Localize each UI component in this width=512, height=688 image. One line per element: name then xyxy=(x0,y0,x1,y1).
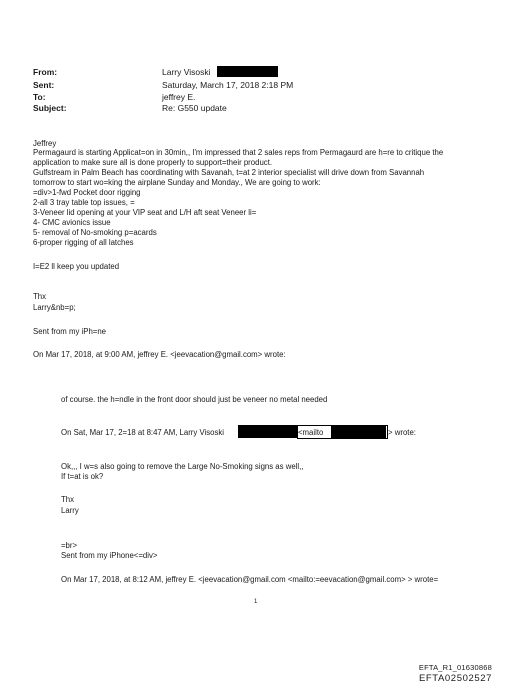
body-line: 3-Veneer lid opening at your VIP seat and L/H aft seat Veneer li= xyxy=(33,208,257,217)
footer-code-2: EFTA02502527 xyxy=(418,673,492,684)
quote-header-1: On Mar 17, 2018, at 9:00 AM, jeffrey E. <jeevacation@gmail.com> wrote: xyxy=(33,350,286,359)
body-line: tomorrow to start wo=king the airplane Sunday and Monday., We are going to work: xyxy=(33,178,321,187)
body-line: 2-all 3 tray table top issues, = xyxy=(33,198,135,207)
quote-header-3: On Mar 17, 2018, at 8:12 AM, jeffrey E. <jeevacation@gmail.com <mailto:=eevacation@gmail.com> > wrote= xyxy=(61,575,439,584)
body-line: application to make sure all is done properly to support=their product. xyxy=(33,158,273,167)
quote-2-thx: Thx xyxy=(61,495,74,504)
br-tag-line: =br> xyxy=(61,541,78,550)
quote-header-2-prefix: On Sat, Mar 17, 2=18 at 8:47 AM, Larry Visoski xyxy=(61,428,225,437)
redaction-box xyxy=(238,425,298,438)
quote-2-sign: Larry xyxy=(61,506,79,515)
subject-label: Subject: xyxy=(33,103,67,113)
body-line: Gulfstream in Palm Beach has coordinating with Savanah, t=at 2 interior specialist will drive down from Savannah xyxy=(33,168,425,177)
body-line: Jeffrey xyxy=(33,139,57,148)
mailto-text: <mailto xyxy=(298,428,324,437)
signature-line: Larry&nb=p; xyxy=(33,303,76,312)
quote-2-line-1: Ok,,, I w=s also going to remove the Large No-Smoking signs as well,, xyxy=(61,462,304,471)
keep-updated-line: I=E2 ll keep you updated xyxy=(33,262,120,271)
body-line: 6-proper rigging of all latches xyxy=(33,238,134,247)
sent-label: Sent: xyxy=(33,80,55,90)
body-line: 5- removal of No-smoking p=acards xyxy=(33,228,157,237)
subject-value: Re: G550 update xyxy=(162,103,227,113)
quote-header-2-suffix: > wrote: xyxy=(388,428,416,437)
from-value: Larry Visoski xyxy=(162,67,211,77)
sent-from-line-2: Sent from my iPhone<=div> xyxy=(61,551,158,560)
to-value: jeffrey E. xyxy=(162,92,196,102)
quote-text-1: of course. the h=ndle in the front door should just be veneer no metal needed xyxy=(61,395,328,404)
page-number: 1 xyxy=(254,599,258,605)
footer-code-1: EFTA_R1_01630868 xyxy=(418,663,492,672)
mailto-border xyxy=(297,425,388,439)
from-label: From: xyxy=(33,67,58,77)
to-label: To: xyxy=(33,92,46,102)
thx-line: Thx xyxy=(33,292,46,301)
body-line: Permagaurd is starting Applicat=on in 30min,, I'm impressed that 2 sales reps from Permagaurd are h=re to critique the xyxy=(33,148,444,157)
sent-from-line: Sent from my iPh=ne xyxy=(33,327,107,336)
quote-2-line-2: If t=at is ok? xyxy=(61,472,104,481)
redaction-box xyxy=(217,66,278,77)
body-line: 4- CMC avionics issue xyxy=(33,218,111,227)
sent-value: Saturday, March 17, 2018 2:18 PM xyxy=(162,80,294,90)
body-line: =div>1-fwd Pocket door rigging xyxy=(33,188,141,197)
